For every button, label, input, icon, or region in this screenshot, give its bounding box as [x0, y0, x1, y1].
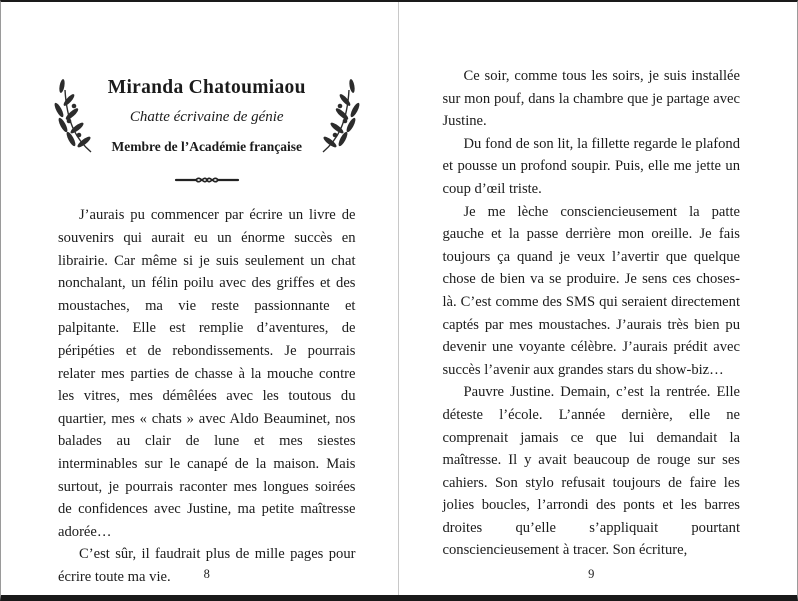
paragraph: Pauvre Justine. Demain, c’est la rentrée. Elle déteste l’école. L’année dernière, elle ne comprenait jamais ce que lui demandait la maîtresse. Il y avait beaucoup de rouge sur ses cahiers. Son stylo refusait toujours de faire les jolies boucles, l’arrondi des ponts et les barres droites qu’elle s’appliquait pourtant consciencieusement à tracer. Son écriture, — [442, 384, 740, 559]
left-page — [1, 2, 398, 595]
page-number-left: 8 — [203, 567, 210, 581]
laurel-branch-left-icon — [43, 78, 99, 158]
rope-knot-divider-icon — [58, 173, 356, 187]
author-title: Miranda Chatoumiaou — [107, 77, 306, 98]
author-affiliation: Membre de l’Académie française — [111, 139, 303, 155]
paragraph: Ce soir, comme tous les soirs, je suis installée sur mon pouf, dans la chambre que je partage avec Justine. — [442, 68, 740, 130]
heading-text — [58, 76, 356, 155]
author-subtitle: Chatte écrivaine de génie — [129, 109, 284, 126]
right-page-body — [443, 65, 741, 562]
left-page-body — [58, 204, 356, 588]
paragraph: C’est sûr, il faudrait plus de mille pages pour écrire toute ma vie. — [58, 546, 356, 585]
paragraph: Du fond de son lit, la fillette regarde le plafond et pousse un profond soupir. Puis, elle me jette un coup d’œil triste. — [442, 135, 740, 197]
paragraph: J’aurais pu commencer par écrire un livre de souvenirs qui aurait eu un énorme succès en librairie. Car même si je suis seulement un chat nonchalant, un félin poilu avec des griffes et des moustaches, ma vie reste passionnante et palpitante. Elle est remplie d’aventures, de péripéties et de rebondissements. Je pourrais relater mes parties de chasse à la mouche contre les vitres, mes démêlées avec les toutous du quartier, mes « chats » avec Aldo Beauminet, nos balades au clair de lune et mes siestes interminables sur le canapé de la maison. Mais surtout, je pourrais raconter mes longues soirées de confidences avec Justine, ma petite maîtresse adorée… — [58, 207, 356, 540]
right-page — [399, 2, 798, 595]
chapter-heading — [58, 76, 356, 155]
page-number-right: 9 — [588, 567, 595, 581]
laurel-branch-right-icon — [315, 78, 371, 158]
paragraph: Je me lèche consciencieusement la patte gauche et la passe derrière mon oreille. Je fais toujours ça quand je veux l’avertir que quelque chose de bien va se produire. Je sens ces choses-là. C’est comme des SMS qui seraient directement captés par mes moustaches. J’aurais très bien pu devenir une voyante célèbre. J’aurais prédit avec succès l’avenir aux grandes stars du show-biz… — [442, 203, 740, 378]
